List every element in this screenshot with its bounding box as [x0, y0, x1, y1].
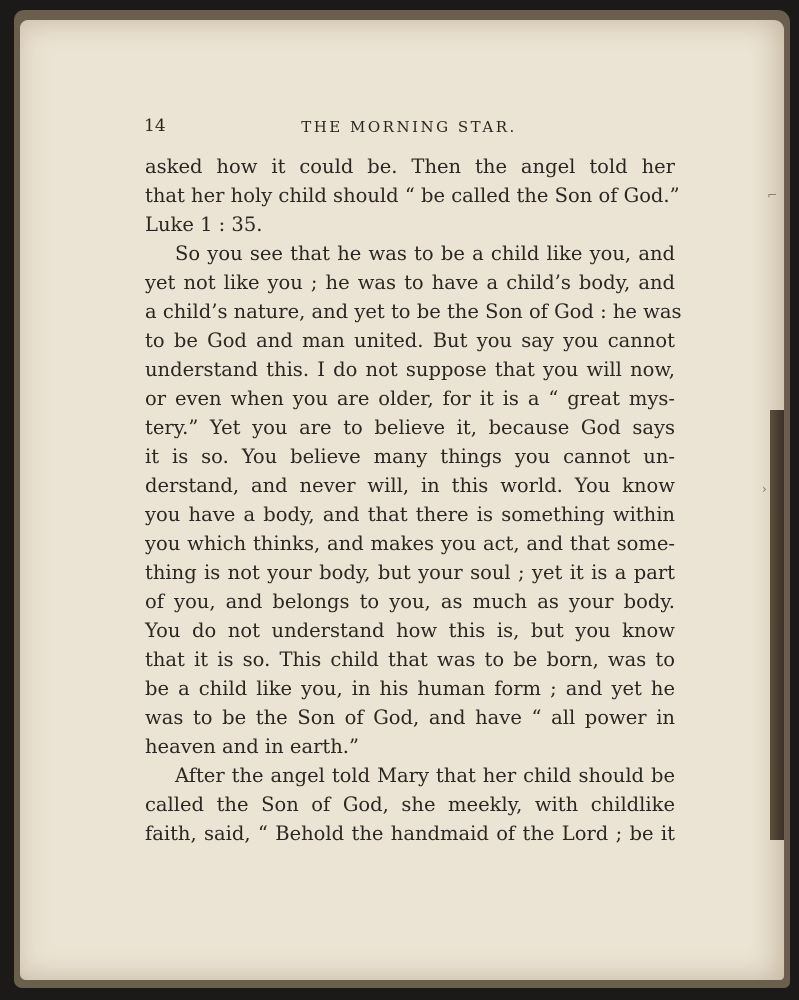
- text-line: tery.” Yet you are to believe it, because God says: [145, 416, 675, 439]
- margin-mark: ›: [762, 482, 767, 496]
- text-line: understand this. I do not suppose that you will now,: [145, 358, 675, 381]
- text-line: heaven and in earth.”: [145, 735, 359, 758]
- text-line: You do not understand how this is, but you know: [145, 619, 675, 642]
- margin-mark: ⌐: [767, 188, 778, 202]
- page-edge: [770, 410, 784, 840]
- text-line: Luke 1 : 35.: [145, 213, 263, 236]
- running-head: [144, 116, 674, 140]
- text-line: that her holy child should “ be called the Son of God.”: [145, 184, 680, 207]
- text-line: you which thinks, and makes you act, and that some-: [145, 532, 675, 555]
- text-line: derstand, and never will, in this world. You know: [145, 474, 675, 497]
- text-line: So you see that he was to be a child like you, and: [175, 242, 675, 265]
- text-line: be a child like you, in his human form ; and yet he: [145, 677, 675, 700]
- text-line: you have a body, and that there is something within: [145, 503, 675, 526]
- text-line: thing is not your body, but your soul ; yet it is a part: [145, 561, 675, 584]
- text-line: it is so. You believe many things you cannot un-: [145, 445, 675, 468]
- text-line: asked how it could be. Then the angel told her: [145, 155, 675, 178]
- text-line: yet not like you ; he was to have a child’s body, and: [145, 271, 675, 294]
- running-title: THE MORNING STAR.: [301, 118, 517, 136]
- text-line: that it is so. This child that was to be born, was to: [145, 648, 675, 671]
- text-line: called the Son of God, she meekly, with childlike: [145, 793, 675, 816]
- text-line: faith, said, “ Behold the handmaid of the Lord ; be it: [145, 822, 675, 845]
- body-text: [145, 152, 682, 848]
- text-line: of you, and belongs to you, as much as your body.: [145, 590, 675, 613]
- text-line: was to be the Son of God, and have “ all power in: [145, 706, 675, 729]
- text-line: or even when you are older, for it is a “ great mys-: [145, 387, 675, 410]
- text-line: to be God and man united. But you say you cannot: [145, 329, 675, 352]
- page-number: 14: [144, 116, 166, 136]
- text-line: After the angel told Mary that her child should be: [175, 764, 675, 787]
- text-line: a child’s nature, and yet to be the Son of God : he was: [145, 300, 682, 323]
